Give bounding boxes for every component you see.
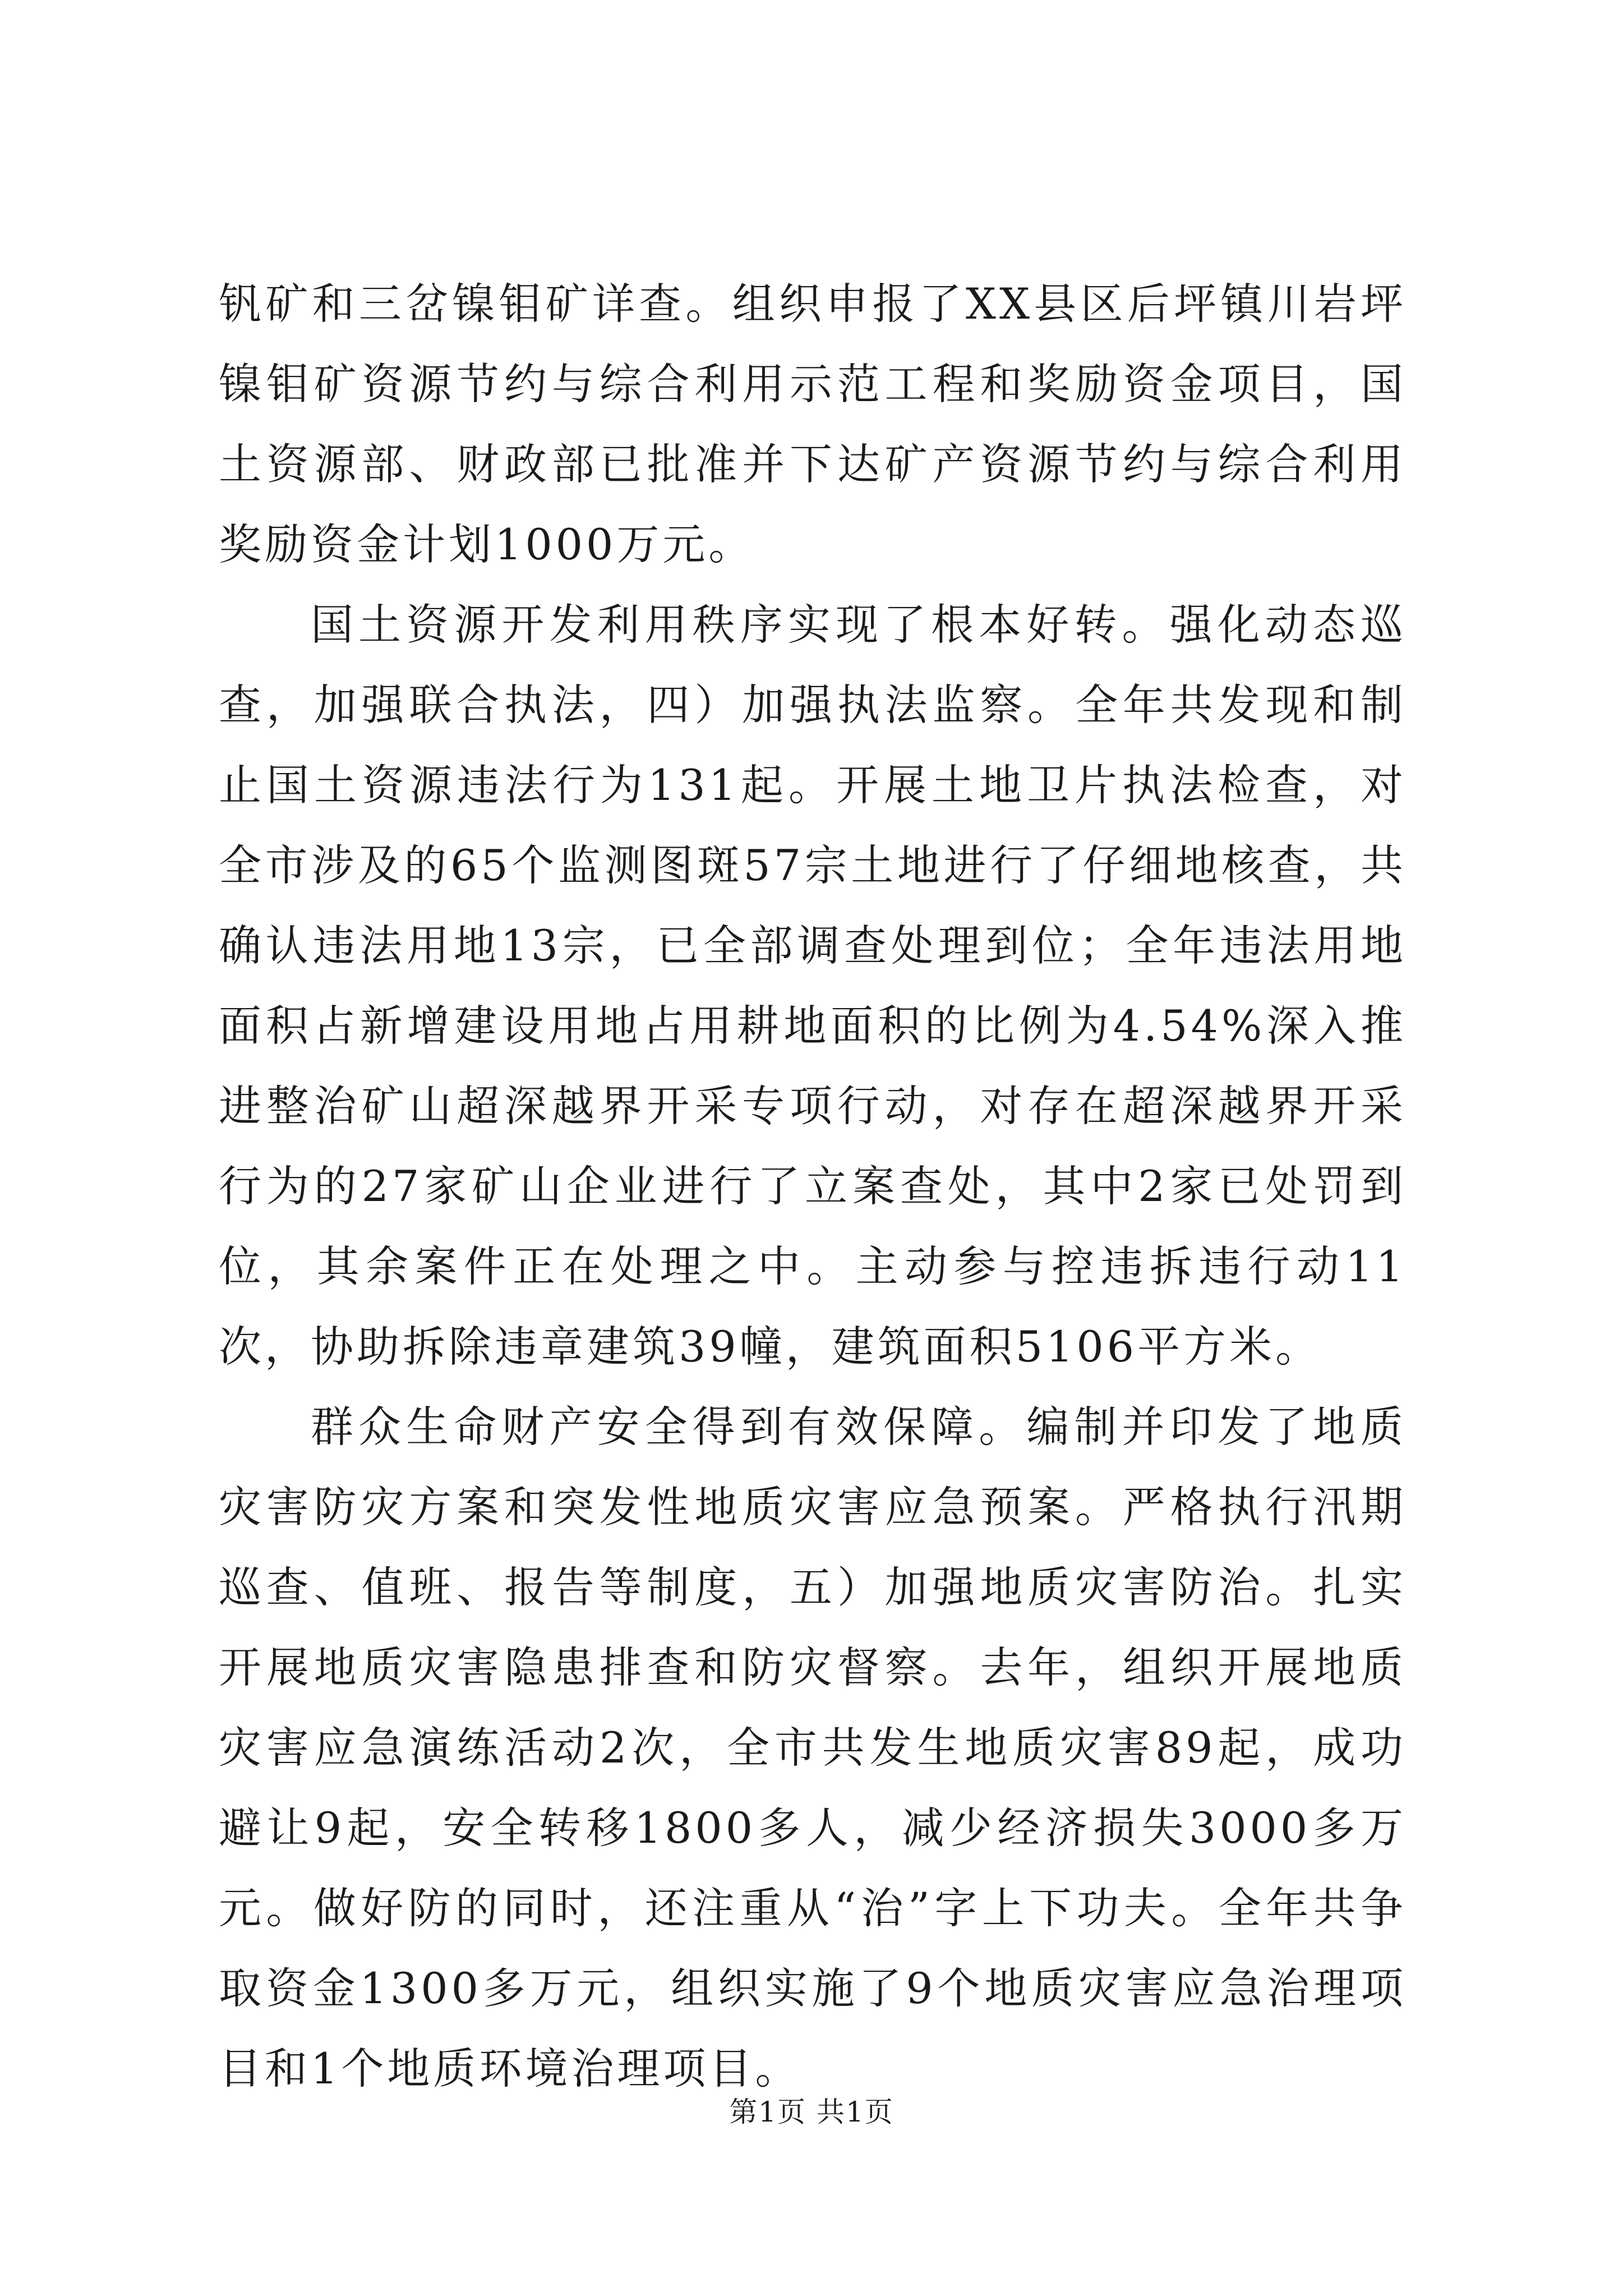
paragraph-2: 国土资源开发利用秩序实现了根本好转。强化动态巡查，加强联合执法，四）加强执法监察。全年共发现和制止国土资源违法行为131起。开展土地卫片执法检查，对全市涉及的65个监测图斑57宗土地进行了仔细地核查，共确认违法用地13宗，已全部调查处理到位；全年违法用地面积占新增建设用地占用耕地面积的比例为4.54%深入推进整治矿山超深越界开采专项行动，对存在超深越界开采行为的27家矿山企业进行了立案查处，其中2家已处罚到位，其余案件正在处理之中。主动参与控违拆违行动11次，协助拆除违章建筑39幢，建筑面积5106平方米。 xyxy=(219,600,1407,1372)
page-footer: 第1页 共1页 xyxy=(729,2096,894,2128)
paragraph-3: 群众生命财产安全得到有效保障。编制并印发了地质灾害防灾方案和突发性地质灾害应急预案。严格执行汛期巡查、值班、报告等制度，五）加强地质灾害防治。扎实开展地质灾害隐患排查和防灾督察。去年，组织开展地质灾害应急演练活动2次，全市共发生地质灾害89起，成功避让9起，安全转移1800多人，减少经济损失3000多万元。做好防的同时，还注重从“治”字上下功夫。全年共争取资金1300多万元，组织实施了9个地质灾害应急治理项目和1个地质环境治理项目。 xyxy=(219,1402,1407,2093)
paragraph-1: 钒矿和三岔镍钼矿详查。组织申报了XX县区后坪镇川岩坪镍钼矿资源节约与综合利用示范工程和奖励资金项目，国土资源部、财政部已批准并下达矿产资源节约与综合利用奖励资金计划1000万元。 xyxy=(219,279,1407,569)
document-body xyxy=(219,264,1407,2109)
